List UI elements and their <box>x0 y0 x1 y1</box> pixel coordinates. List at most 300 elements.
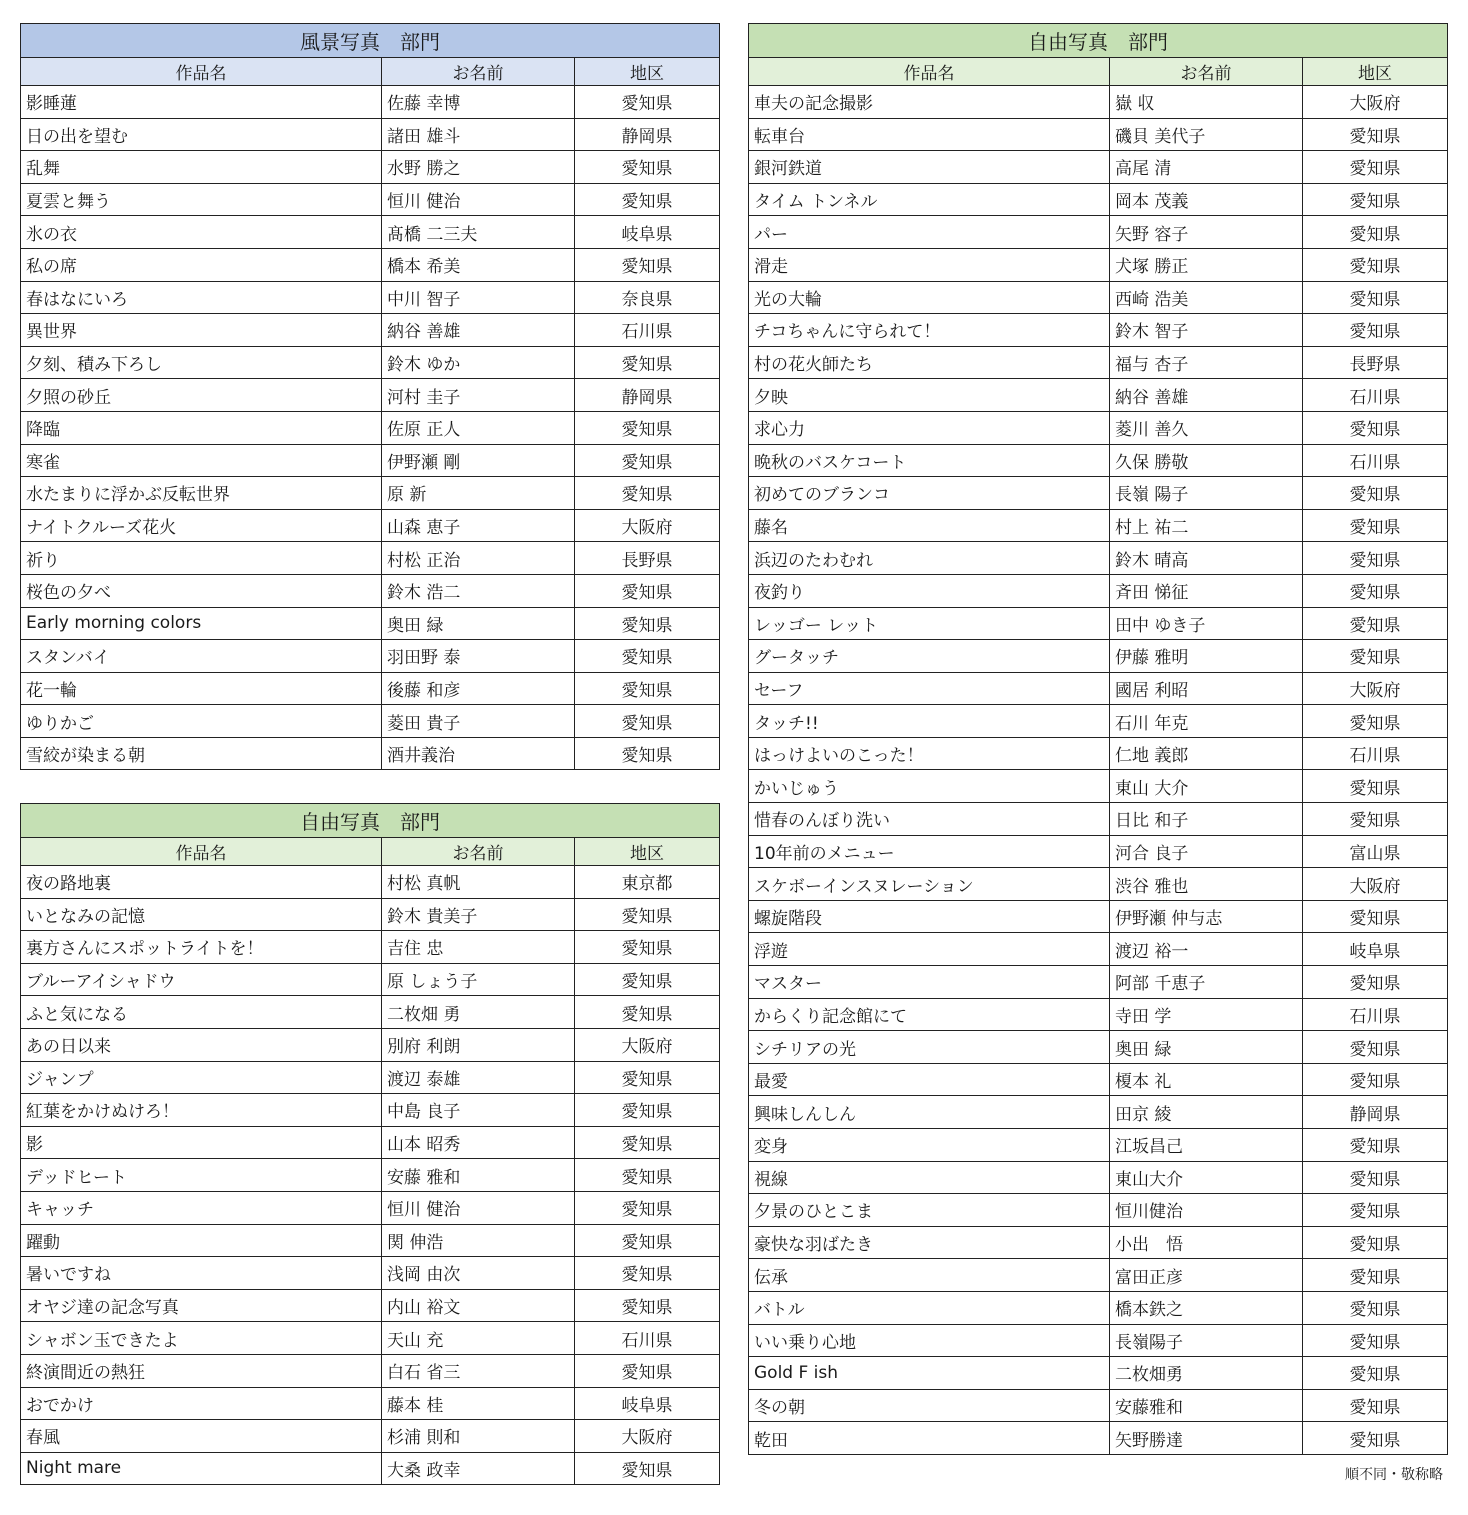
region-cell: 愛知県 <box>1303 1357 1448 1390</box>
work-title-cell: シチリアの光 <box>749 1031 1110 1064</box>
region-cell: 東京都 <box>575 866 720 899</box>
work-title-cell: 桜色の夕べ <box>21 574 382 607</box>
entrant-name-cell: 髙橋 二三夫 <box>382 216 575 249</box>
work-title-cell: 10年前のメニュー <box>749 835 1110 868</box>
table-row <box>21 281 720 314</box>
region-cell: 愛知県 <box>1303 1063 1448 1096</box>
entrant-name-cell: 福与 杏子 <box>1110 346 1303 379</box>
work-title-cell: 夜の路地裏 <box>21 866 382 899</box>
table-row <box>21 1028 720 1061</box>
work-title-cell: 視線 <box>749 1161 1110 1194</box>
region-cell: 愛知県 <box>575 640 720 673</box>
region-cell: 石川県 <box>575 314 720 347</box>
region-cell: 愛知県 <box>575 574 720 607</box>
table-row <box>21 444 720 477</box>
entrant-name-cell: 鈴木 ゆか <box>382 346 575 379</box>
entrant-name-cell: 橋本鉄之 <box>1110 1291 1303 1324</box>
region-cell: 石川県 <box>1303 998 1448 1031</box>
entrant-name-cell: 久保 勝敬 <box>1110 444 1303 477</box>
work-title-cell: ゆりかご <box>21 705 382 738</box>
entrant-name-cell: 河村 圭子 <box>382 379 575 412</box>
entrant-name-cell: 矢野勝達 <box>1110 1422 1303 1455</box>
entrant-name-cell: 嶽 収 <box>1110 86 1303 119</box>
region-cell: 石川県 <box>575 1322 720 1355</box>
entrant-name-cell: 鈴木 浩二 <box>382 574 575 607</box>
region-cell: 愛知県 <box>1303 248 1448 281</box>
region-cell: 愛知県 <box>1303 574 1448 607</box>
entrant-name-cell: 安藤 雅和 <box>382 1159 575 1192</box>
work-title-cell: 惜春のんぼり洗い <box>749 803 1110 836</box>
table-row <box>21 574 720 607</box>
region-cell: 静岡県 <box>575 118 720 151</box>
table-row <box>21 1094 720 1127</box>
entrant-name-cell: 村松 真帆 <box>382 866 575 899</box>
work-title-cell: 車夫の記念撮影 <box>749 86 1110 119</box>
region-cell: 愛知県 <box>575 86 720 119</box>
table-row <box>749 607 1448 640</box>
table-row <box>749 1291 1448 1324</box>
table-row <box>21 1322 720 1355</box>
table-row <box>749 314 1448 347</box>
region-cell: 愛知県 <box>1303 1161 1448 1194</box>
region-cell: 愛知県 <box>575 607 720 640</box>
entrant-name-cell: 渡辺 泰雄 <box>382 1061 575 1094</box>
region-cell: 愛知県 <box>575 996 720 1029</box>
entrant-name-cell: 阿部 千恵子 <box>1110 966 1303 999</box>
table-row <box>749 835 1448 868</box>
table-row <box>21 248 720 281</box>
entrant-name-cell: 杉浦 則和 <box>382 1420 575 1453</box>
region-cell: 長野県 <box>1303 346 1448 379</box>
entrant-name-cell: 伊藤 雅明 <box>1110 640 1303 673</box>
landscape-section-table <box>20 23 720 770</box>
work-title-cell: 夕照の砂丘 <box>21 379 382 412</box>
region-cell: 愛知県 <box>575 1452 720 1485</box>
column-header-region: 地区 <box>1303 58 1448 86</box>
region-cell: 静岡県 <box>575 379 720 412</box>
entrant-name-cell: 山本 昭秀 <box>382 1126 575 1159</box>
table-row <box>749 1129 1448 1162</box>
work-title-cell: 銀河鉄道 <box>749 151 1110 184</box>
region-cell: 愛知県 <box>1303 542 1448 575</box>
entrant-name-cell: 水野 勝之 <box>382 151 575 184</box>
entrant-name-cell: 日比 和子 <box>1110 803 1303 836</box>
work-title-cell: 降臨 <box>21 411 382 444</box>
work-title-cell: スケボーインスヌレーション <box>749 868 1110 901</box>
table-row <box>749 672 1448 705</box>
entrant-name-cell: 仁地 義郎 <box>1110 737 1303 770</box>
table-row <box>21 996 720 1029</box>
region-cell: 愛知県 <box>575 1094 720 1127</box>
free-section-table-right <box>748 23 1448 1455</box>
work-title-cell: いとなみの記憶 <box>21 898 382 931</box>
section-title: 風景写真 部門 <box>21 24 720 58</box>
entrant-name-cell: 納谷 善雄 <box>1110 379 1303 412</box>
work-title-cell: 私の席 <box>21 248 382 281</box>
work-title-cell: 異世界 <box>21 314 382 347</box>
table-row <box>21 607 720 640</box>
work-title-cell: 夕刻、積み下ろし <box>21 346 382 379</box>
table-row <box>21 1289 720 1322</box>
work-title-cell: 求心力 <box>749 411 1110 444</box>
table-row <box>749 509 1448 542</box>
work-title-cell: 終演間近の熱狂 <box>21 1354 382 1387</box>
work-title-cell: 夕景のひとこま <box>749 1194 1110 1227</box>
column-header-work: 作品名 <box>21 838 382 866</box>
work-title-cell: 影 <box>21 1126 382 1159</box>
entrant-name-cell: 中島 良子 <box>382 1094 575 1127</box>
work-title-cell: オヤジ達の記念写真 <box>21 1289 382 1322</box>
table-row <box>21 1191 720 1224</box>
table-row <box>749 444 1448 477</box>
entrant-name-cell: 岡本 茂義 <box>1110 183 1303 216</box>
column-header-region: 地区 <box>575 58 720 86</box>
entrant-name-cell: 村上 祐二 <box>1110 509 1303 542</box>
work-title-cell: 興味しんしん <box>749 1096 1110 1129</box>
table-row <box>749 640 1448 673</box>
work-title-cell: 滑走 <box>749 248 1110 281</box>
region-cell: 愛知県 <box>575 898 720 931</box>
table-row <box>21 151 720 184</box>
work-title-cell: 夜釣り <box>749 574 1110 607</box>
table-row <box>21 1420 720 1453</box>
table-row <box>749 966 1448 999</box>
table-row <box>21 963 720 996</box>
region-cell: 愛知県 <box>575 1126 720 1159</box>
work-title-cell: かいじゅう <box>749 770 1110 803</box>
table-row <box>749 1194 1448 1227</box>
entrant-name-cell: 恒川健治 <box>1110 1194 1303 1227</box>
entrant-name-cell: 浅岡 由次 <box>382 1257 575 1290</box>
table-row <box>21 314 720 347</box>
entrant-name-cell: 渋谷 雅也 <box>1110 868 1303 901</box>
section-title: 自由写真 部門 <box>21 804 720 838</box>
entrant-name-cell: 斉田 悌征 <box>1110 574 1303 607</box>
region-cell: 愛知県 <box>1303 183 1448 216</box>
region-cell: 岐阜県 <box>1303 933 1448 966</box>
region-cell: 愛知県 <box>1303 1389 1448 1422</box>
region-cell: 愛知県 <box>1303 1129 1448 1162</box>
region-cell: 愛知県 <box>575 1354 720 1387</box>
region-cell: 愛知県 <box>575 248 720 281</box>
entrant-name-cell: 納谷 善雄 <box>382 314 575 347</box>
entrant-name-cell: 石川 年克 <box>1110 705 1303 738</box>
entrant-name-cell: 諸田 雄斗 <box>382 118 575 151</box>
entrant-name-cell: 藤本 桂 <box>382 1387 575 1420</box>
entrant-name-cell: 榎本 礼 <box>1110 1063 1303 1096</box>
entrant-name-cell: 山森 恵子 <box>382 509 575 542</box>
table-row <box>749 216 1448 249</box>
region-cell: 愛知県 <box>575 1224 720 1257</box>
work-title-cell: Night mare <box>21 1452 382 1485</box>
work-title-cell: ふと気になる <box>21 996 382 1029</box>
table-row <box>749 1357 1448 1390</box>
region-cell: 愛知県 <box>575 1289 720 1322</box>
work-title-cell: パー <box>749 216 1110 249</box>
entrant-name-cell: 天山 充 <box>382 1322 575 1355</box>
table-row <box>21 379 720 412</box>
table-row <box>749 1226 1448 1259</box>
region-cell: 大阪府 <box>575 509 720 542</box>
table-row <box>749 737 1448 770</box>
work-title-cell: 夏雲と舞う <box>21 183 382 216</box>
table-row <box>21 118 720 151</box>
table-row <box>749 1161 1448 1194</box>
region-cell: 大阪府 <box>575 1420 720 1453</box>
region-cell: 愛知県 <box>1303 640 1448 673</box>
region-cell: 愛知県 <box>575 737 720 770</box>
work-title-cell: 光の大輪 <box>749 281 1110 314</box>
entrant-name-cell: 國居 利昭 <box>1110 672 1303 705</box>
entrant-name-cell: 関 伸浩 <box>382 1224 575 1257</box>
work-title-cell: 豪快な羽ばたき <box>749 1226 1110 1259</box>
work-title-cell: 水たまりに浮かぶ反転世界 <box>21 477 382 510</box>
table-row <box>749 933 1448 966</box>
entrant-name-cell: 恒川 健治 <box>382 1191 575 1224</box>
entrant-name-cell: 長嶺陽子 <box>1110 1324 1303 1357</box>
table-row <box>21 1354 720 1387</box>
entrant-name-cell: 吉住 忠 <box>382 931 575 964</box>
work-title-cell: はっけよいのこった！ <box>749 737 1110 770</box>
table-row <box>749 1324 1448 1357</box>
table-row <box>749 998 1448 1031</box>
entrant-name-cell: 小出 悟 <box>1110 1226 1303 1259</box>
work-title-cell: 変身 <box>749 1129 1110 1162</box>
work-title-cell: Early morning colors <box>21 607 382 640</box>
column-header-region: 地区 <box>575 838 720 866</box>
entrant-name-cell: 二枚畑勇 <box>1110 1357 1303 1390</box>
region-cell: 石川県 <box>1303 444 1448 477</box>
work-title-cell: あの日以来 <box>21 1028 382 1061</box>
region-cell: 愛知県 <box>1303 770 1448 803</box>
table-row <box>21 183 720 216</box>
work-title-cell: 春はなにいろ <box>21 281 382 314</box>
work-title-cell: マスター <box>749 966 1110 999</box>
work-title-cell: チコちゃんに守られて！ <box>749 314 1110 347</box>
work-title-cell: 花一輪 <box>21 672 382 705</box>
table-row <box>21 411 720 444</box>
region-cell: 岐阜県 <box>575 1387 720 1420</box>
table-row <box>21 737 720 770</box>
work-title-cell: グータッチ <box>749 640 1110 673</box>
column-header-name: お名前 <box>382 838 575 866</box>
entrant-name-cell: 後藤 和彦 <box>382 672 575 705</box>
work-title-cell: スタンバイ <box>21 640 382 673</box>
work-title-cell: キャッチ <box>21 1191 382 1224</box>
table-row <box>21 1224 720 1257</box>
region-cell: 愛知県 <box>575 1061 720 1094</box>
work-title-cell: いい乗り心地 <box>749 1324 1110 1357</box>
entrant-name-cell: 安藤雅和 <box>1110 1389 1303 1422</box>
region-cell: 愛知県 <box>1303 966 1448 999</box>
work-title-cell: 裏方さんにスポットライトを！ <box>21 931 382 964</box>
work-title-cell: 春風 <box>21 1420 382 1453</box>
table-row <box>21 509 720 542</box>
work-title-cell: 乾田 <box>749 1422 1110 1455</box>
work-title-cell: 日の出を望む <box>21 118 382 151</box>
work-title-cell: 紅葉をかけぬけろ！ <box>21 1094 382 1127</box>
work-title-cell: 螺旋階段 <box>749 900 1110 933</box>
entrant-name-cell: 田中 ゆき子 <box>1110 607 1303 640</box>
entrant-name-cell: 鈴木 晴高 <box>1110 542 1303 575</box>
table-row <box>21 1387 720 1420</box>
region-cell: 愛知県 <box>1303 1194 1448 1227</box>
entrant-name-cell: 伊野瀬 仲与志 <box>1110 900 1303 933</box>
entrant-name-cell: 犬塚 勝正 <box>1110 248 1303 281</box>
column-header-work: 作品名 <box>21 58 382 86</box>
region-cell: 愛知県 <box>1303 803 1448 836</box>
table-row <box>749 868 1448 901</box>
entrant-name-cell: 長嶺 陽子 <box>1110 477 1303 510</box>
region-cell: 愛知県 <box>575 411 720 444</box>
table-row <box>749 248 1448 281</box>
entrant-name-cell: 村松 正治 <box>382 542 575 575</box>
work-title-cell: ブルーアイシャドウ <box>21 963 382 996</box>
work-title-cell: Gold F ish <box>749 1357 1110 1390</box>
region-cell: 愛知県 <box>1303 411 1448 444</box>
work-title-cell: バトル <box>749 1291 1110 1324</box>
region-cell: 長野県 <box>575 542 720 575</box>
entrant-name-cell: 佐原 正人 <box>382 411 575 444</box>
table-row <box>21 1061 720 1094</box>
work-title-cell: からくり記念館にて <box>749 998 1110 1031</box>
entrant-name-cell: 奥田 緑 <box>382 607 575 640</box>
region-cell: 愛知県 <box>1303 151 1448 184</box>
region-cell: 愛知県 <box>575 1257 720 1290</box>
region-cell: 愛知県 <box>1303 607 1448 640</box>
column-header-name: お名前 <box>382 58 575 86</box>
entrant-name-cell: 奥田 緑 <box>1110 1031 1303 1064</box>
work-title-cell: 最愛 <box>749 1063 1110 1096</box>
region-cell: 愛知県 <box>1303 900 1448 933</box>
entrant-name-cell: 原 しょう子 <box>382 963 575 996</box>
table-row <box>749 542 1448 575</box>
region-cell: 石川県 <box>1303 737 1448 770</box>
table-row <box>749 379 1448 412</box>
entrant-name-cell: 河合 良子 <box>1110 835 1303 868</box>
region-cell: 愛知県 <box>575 672 720 705</box>
work-title-cell: デッドヒート <box>21 1159 382 1192</box>
entrant-name-cell: 別府 利朗 <box>382 1028 575 1061</box>
work-title-cell: 浜辺のたわむれ <box>749 542 1110 575</box>
entrant-name-cell: 高尾 清 <box>1110 151 1303 184</box>
entrant-name-cell: 東山 大介 <box>1110 770 1303 803</box>
entrant-name-cell: 江坂昌己 <box>1110 1129 1303 1162</box>
entrant-name-cell: 菱川 善久 <box>1110 411 1303 444</box>
table-row <box>749 803 1448 836</box>
table-row <box>21 672 720 705</box>
table-row <box>21 1126 720 1159</box>
entrant-name-cell: 内山 裕文 <box>382 1289 575 1322</box>
table-row <box>749 574 1448 607</box>
table-row <box>749 183 1448 216</box>
region-cell: 静岡県 <box>1303 1096 1448 1129</box>
region-cell: 大阪府 <box>1303 672 1448 705</box>
region-cell: 愛知県 <box>575 183 720 216</box>
work-title-cell: おでかけ <box>21 1387 382 1420</box>
work-title-cell: 晩秋のバスケコート <box>749 444 1110 477</box>
table-row <box>749 1422 1448 1455</box>
work-title-cell: 寒雀 <box>21 444 382 477</box>
table-row <box>21 1257 720 1290</box>
region-cell: 富山県 <box>1303 835 1448 868</box>
table-row <box>749 1031 1448 1064</box>
region-cell: 愛知県 <box>1303 1422 1448 1455</box>
work-title-cell: レッゴー レット <box>749 607 1110 640</box>
work-title-cell: 氷の衣 <box>21 216 382 249</box>
entrant-name-cell: 橋本 希美 <box>382 248 575 281</box>
region-cell: 愛知県 <box>575 963 720 996</box>
entrant-name-cell: 菱田 貴子 <box>382 705 575 738</box>
table-row <box>749 86 1448 119</box>
region-cell: 愛知県 <box>575 346 720 379</box>
work-title-cell: 躍動 <box>21 1224 382 1257</box>
entrant-name-cell: 東山大介 <box>1110 1161 1303 1194</box>
work-title-cell: 祈り <box>21 542 382 575</box>
table-row <box>21 216 720 249</box>
region-cell: 奈良県 <box>575 281 720 314</box>
region-cell: 愛知県 <box>1303 1259 1448 1292</box>
entrant-name-cell: 西崎 浩美 <box>1110 281 1303 314</box>
work-title-cell: タッチ!! <box>749 705 1110 738</box>
entrant-name-cell: 佐藤 幸博 <box>382 86 575 119</box>
region-cell: 大阪府 <box>1303 868 1448 901</box>
table-row <box>749 151 1448 184</box>
free-section-table-left <box>20 803 720 1485</box>
region-cell: 愛知県 <box>575 931 720 964</box>
work-title-cell: 伝承 <box>749 1259 1110 1292</box>
region-cell: 石川県 <box>1303 379 1448 412</box>
entrant-name-cell: 恒川 健治 <box>382 183 575 216</box>
table-row <box>21 477 720 510</box>
work-title-cell: 雪絞が染まる朝 <box>21 737 382 770</box>
work-title-cell: ナイトクルーズ花火 <box>21 509 382 542</box>
table-row <box>749 1259 1448 1292</box>
region-cell: 愛知県 <box>1303 509 1448 542</box>
work-title-cell: 浮遊 <box>749 933 1110 966</box>
work-title-cell: タイム トンネル <box>749 183 1110 216</box>
entrant-name-cell: 原 新 <box>382 477 575 510</box>
entrant-name-cell: 磯貝 美代子 <box>1110 118 1303 151</box>
work-title-cell: セーフ <box>749 672 1110 705</box>
region-cell: 愛知県 <box>1303 1031 1448 1064</box>
work-title-cell: 夕映 <box>749 379 1110 412</box>
entrant-name-cell: 白石 省三 <box>382 1354 575 1387</box>
table-row <box>749 477 1448 510</box>
region-cell: 愛知県 <box>575 1191 720 1224</box>
table-row <box>749 900 1448 933</box>
column-header-name: お名前 <box>1110 58 1303 86</box>
region-cell: 愛知県 <box>1303 1324 1448 1357</box>
work-title-cell: ジャンプ <box>21 1061 382 1094</box>
entrant-name-cell: 渡辺 裕一 <box>1110 933 1303 966</box>
region-cell: 愛知県 <box>1303 314 1448 347</box>
table-row <box>749 1096 1448 1129</box>
region-cell: 愛知県 <box>575 1159 720 1192</box>
work-title-cell: 冬の朝 <box>749 1389 1110 1422</box>
region-cell: 愛知県 <box>1303 705 1448 738</box>
region-cell: 大阪府 <box>575 1028 720 1061</box>
entrant-name-cell: 中川 智子 <box>382 281 575 314</box>
table-row <box>749 705 1448 738</box>
entrant-name-cell: 大桑 政幸 <box>382 1452 575 1485</box>
region-cell: 愛知県 <box>1303 281 1448 314</box>
table-row <box>21 640 720 673</box>
region-cell: 愛知県 <box>575 444 720 477</box>
region-cell: 愛知県 <box>1303 1226 1448 1259</box>
table-row <box>21 931 720 964</box>
region-cell: 愛知県 <box>575 705 720 738</box>
